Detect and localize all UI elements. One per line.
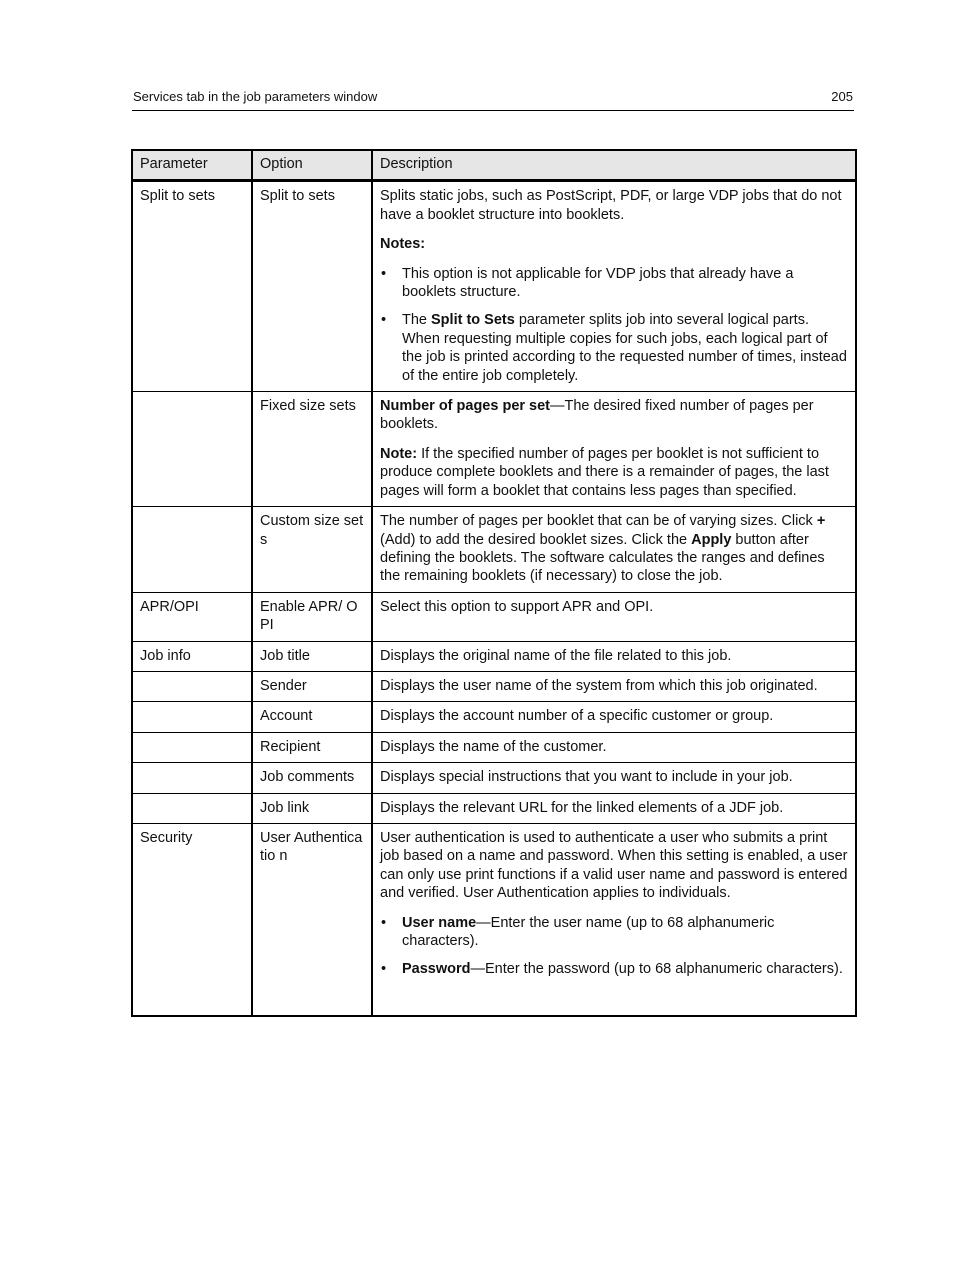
bullet-icon: • [381,961,387,978]
note-emphasis: Split to Sets [431,312,515,329]
description-cell [372,507,856,593]
description-cell: Displays the name of the customer. [372,732,856,762]
option-cell: Job title [252,641,372,671]
parameter-cell [132,392,252,507]
parameter-cell [132,763,252,793]
description-text: User authentication is used to authenticate a user who submits a print job based on a name and password. When this setting is enabled, a user can only use print functions if a valid user name and password is entered and verified. User Authentication applies to individuals. [380,829,848,902]
option-cell: Sender [252,671,372,701]
column-header-option: Option [252,150,372,181]
option-cell: Enable APR/ OPI [252,592,372,641]
note-label: Note: [380,445,418,462]
bullet-icon: • [381,914,387,931]
option-cell: User Authenticatio n [252,823,372,1016]
parameter-cell: Job info [132,641,252,671]
parameter-cell: Split to sets [132,181,252,392]
description-cell [372,181,856,392]
running-header [132,86,854,111]
parameter-cell: Security [132,823,252,1016]
table-row [132,181,856,392]
notes-list [380,265,848,385]
credentials-list [380,914,848,979]
field-name: Password [402,961,471,978]
list-item [380,960,848,978]
parameter-cell [132,507,252,593]
table-row [132,392,856,507]
description-text: Splits static jobs, such as PostScript, PDF, or large VDP jobs that do not have a booklet structure into booklets. [380,188,842,223]
option-cell: Job comments [252,763,372,793]
note-text-prefix: The [402,312,432,329]
option-cell: Custom size sets [252,507,372,593]
page-number: 205 [831,89,853,104]
description-text: Number of pages per set—The desired fixed number of pages per booklets. [380,398,814,433]
field-description: —Enter the user name (up to 68 alphanumeric characters). [402,914,775,949]
table-row [132,671,856,701]
column-header-parameter: Parameter [132,150,252,181]
list-item [380,311,848,385]
column-header-description: Description [372,150,856,181]
table-row [132,793,856,823]
parameter-cell: APR/OPI [132,592,252,641]
list-item [380,265,848,302]
option-cell: Recipient [252,732,372,762]
description-cell: Displays the user name of the system from which this job originated. [372,671,856,701]
add-symbol: + [816,513,826,530]
field-name: Number of pages per set [380,398,551,415]
note-text: This option is not applicable for VDP jobs that already have a booklets structure. [402,265,794,301]
parameters-table [131,149,857,1017]
description-cell: Displays the original name of the file related to this job. [372,641,856,671]
parameter-cell [132,732,252,762]
bullet-icon: • [381,265,387,282]
option-cell: Split to sets [252,181,372,392]
option-cell: Fixed size sets [252,392,372,507]
section-title: Services tab in the job parameters window [133,89,378,104]
table-row [132,763,856,793]
apply-label: Apply [691,531,732,548]
description-cell [372,392,856,507]
field-description: —Enter the password (up to 68 alphanumeric characters). [470,961,843,978]
parameter-cell [132,702,252,732]
note-text-suffix: parameter splits job into several logical parts. When requesting multiple copies for such jobs, each logical part of the job is printed according to the requested number of times, instead of the entire job completely. [402,312,847,384]
description-cell: Displays the relevant URL for the linked elements of a JDF job. [372,793,856,823]
table-row [132,507,856,593]
note-paragraph: Note: If the specified number of pages per booklet is not sufficient to produce complete booklets and there is a remainder of pages, the last pages will form a booklet that contains less pages than specified. [380,445,829,499]
parameter-cell [132,793,252,823]
option-cell: Account [252,702,372,732]
table-row [132,641,856,671]
table-row [132,823,856,1016]
description-cell: Displays the account number of a specific customer or group. [372,702,856,732]
description-cell: Displays special instructions that you want to include in your job. [372,763,856,793]
table-row [132,592,856,641]
notes-label: Notes: [380,236,426,253]
field-name: User name [402,914,477,931]
description-cell [372,823,856,1016]
description-cell: Select this option to support APR and OPI. [372,592,856,641]
description-text: The number of pages per booklet that can be of varying sizes. Click +(Add) to add the desired booklet sizes. Click the Apply button after defining the booklets. The software calculates the ranges and defines the remaining booklets (if necessary) to close the job. [380,513,826,585]
list-item [380,914,848,951]
table-row [132,702,856,732]
table-header-row [132,150,856,181]
bullet-icon: • [381,312,387,329]
table-row [132,732,856,762]
parameter-cell [132,671,252,701]
option-cell: Job link [252,793,372,823]
